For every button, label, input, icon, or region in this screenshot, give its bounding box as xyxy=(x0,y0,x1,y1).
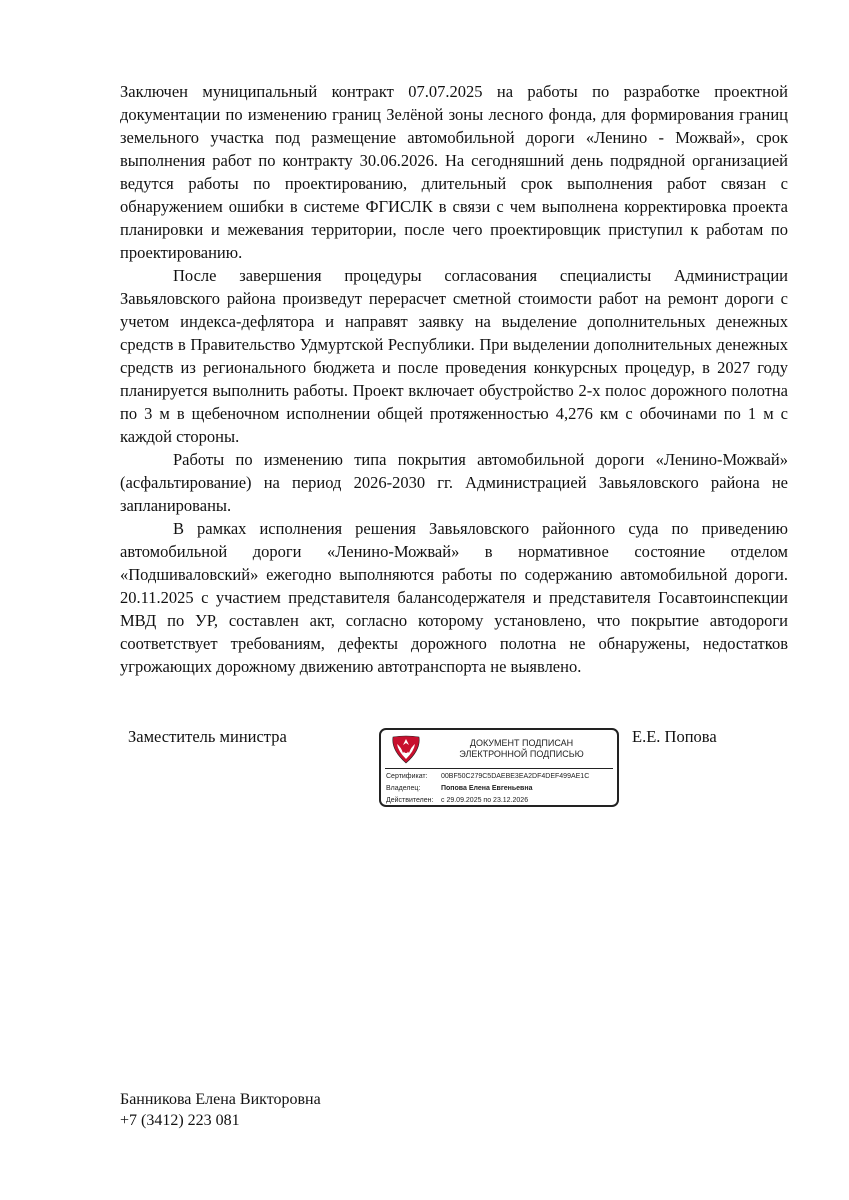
stamp-heading-line2: ЭЛЕКТРОННОЙ ПОДПИСЬЮ xyxy=(459,749,584,759)
signer-name: Е.Е. Попова xyxy=(632,727,717,746)
owner-value: Попова Елена Евгеньевна xyxy=(441,785,533,792)
electronic-signature-stamp xyxy=(379,728,619,807)
validity-value: с 29.09.2025 по 23.12.2026 xyxy=(441,797,529,804)
executor-name: Банникова Елена Викторовна xyxy=(120,1091,321,1108)
certificate-label: Сертификат: xyxy=(386,773,428,780)
stamp-heading xyxy=(429,738,614,760)
paragraph-funding: После завершения процедуры согласования специалисты Администрации Завьяловского района произведут перерасчет сметной стоимости работ на ремонт дороги с учетом индекса-дефлятора и направят заявку на выделение дополнительных денежных средств в Правительство Удмуртской Республики. При выделении дополнительных денежных средств из регионального бюджета и после проведения конкурсных процедур, в 2027 году планируется выполнить работы. Проект включает обустройство 2-х полос дорожного полотна по 3 м в щебеночном исполнении общей протяженностью 4,276 км с обочинами по 1 м с каждой стороны. xyxy=(120,266,788,446)
coat-of-arms-icon xyxy=(390,734,422,764)
letter-body xyxy=(120,80,788,678)
stamp-validity-row xyxy=(386,796,528,805)
stamp-certificate-row xyxy=(386,772,589,781)
signer-position: Заместитель министра xyxy=(128,727,287,746)
stamp-divider xyxy=(385,768,613,769)
paragraph-contract: Заключен муниципальный контракт 07.07.2025 на работы по разработке проектной документации по изменению границ Зелёной зоны лесного фонда, для формирования границ земельного участка под размещение автомобильной дороги «Ленино - Можвай», срок выполнения работ по контракту 30.06.2026. На сегодняшний день подрядной организацией ведутся работы по проектированию, длительный срок выполнения работ связан с обнаружением ошибки в системе ФГИСЛК в связи с чем выполнена корректировка проекта планировки и межевания территории, после чего проектировщик приступил к работам по проектированию. xyxy=(120,82,788,262)
executor-contact xyxy=(120,1089,321,1131)
stamp-owner-row xyxy=(386,784,532,793)
stamp-heading-line1: ДОКУМЕНТ ПОДПИСАН xyxy=(469,738,574,748)
certificate-value: 00BF50C279C5DAEBE3EA2DF4DEF499AE1C xyxy=(441,773,590,780)
owner-label: Владелец: xyxy=(386,785,421,792)
validity-label: Действителен: xyxy=(386,797,434,804)
executor-phone: +7 (3412) 223 081 xyxy=(120,1112,240,1129)
paragraph-asphalt: Работы по изменению типа покрытия автомобильной дороги «Ленино-Можвай» (асфальтирование) на период 2026-2030 гг. Администрацией Завьяловского района не запланированы. xyxy=(120,450,788,515)
paragraph-maintenance: В рамках исполнения решения Завьяловского районного суда по приведению автомобильной дороги «Ленино-Можвай» в нормативное состояние отделом «Подшиваловский» ежегодно выполняются работы по содержанию автомобильной дороги. 20.11.2025 с участием представителя балансодержателя и представителя Госавтоинспекции МВД по УР, составлен акт, согласно которому установлено, что покрытие автодороги соответствует требованиям, дефекты дорожного полотна не обнаружены, недостатков угрожающих дорожному движению автотранспорта не выявлено. xyxy=(120,519,788,676)
